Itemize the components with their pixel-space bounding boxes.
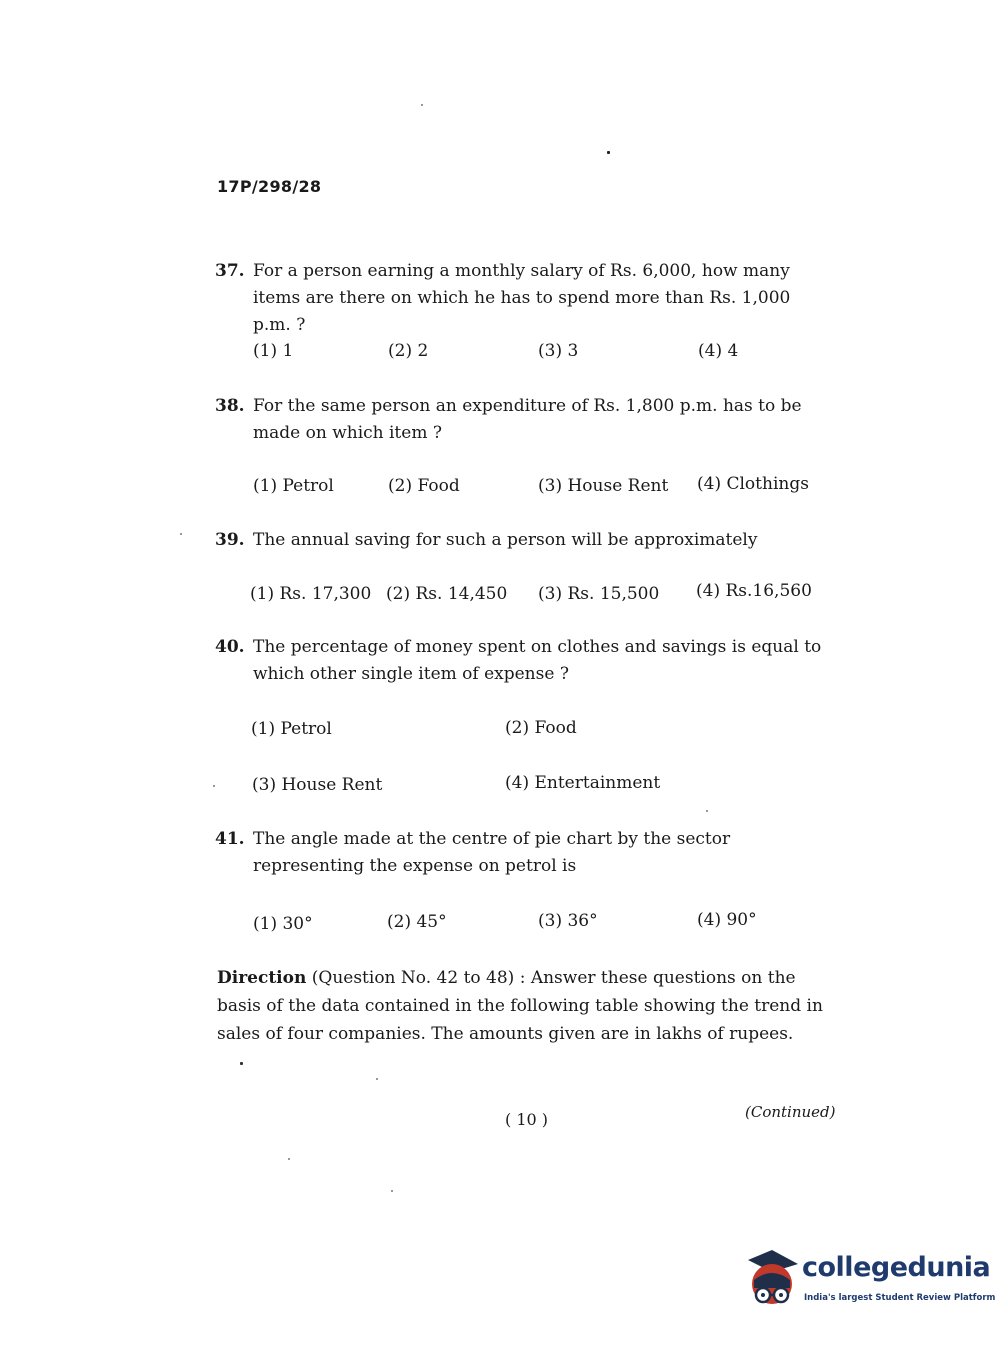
- brand-tagline: India's largest Student Review Platform: [804, 1293, 996, 1303]
- scan-speck: [240, 1062, 243, 1065]
- option-3: (3) House Rent: [252, 775, 383, 795]
- option-2: (2) Rs. 14,450: [386, 584, 508, 604]
- question-38: [215, 393, 830, 447]
- option-2: (2) Food: [388, 476, 460, 496]
- question-37: [215, 258, 830, 339]
- direction-label: Direction: [217, 968, 307, 988]
- scan-speck: [376, 1078, 378, 1080]
- scan-speck: [213, 785, 215, 787]
- question-number: 37.: [215, 261, 245, 281]
- scan-speck: [180, 533, 182, 535]
- collegedunia-logo: [742, 1250, 996, 1320]
- option-2: (2) 45°: [387, 912, 447, 932]
- option-1: (1) 30°: [253, 914, 313, 934]
- option-4: (4) Clothings: [697, 474, 809, 494]
- brand-name: collegedunia: [802, 1252, 991, 1283]
- scan-speck: [607, 151, 610, 154]
- question-text: For a person earning a monthly salary of Rs. 6,000, how many items are there on which he has to spend more than Rs. 1,000 p.m. ?: [253, 261, 791, 335]
- page-number: ( 10 ): [505, 1110, 549, 1129]
- option-3: (3) 3: [538, 341, 579, 361]
- question-41: [215, 826, 830, 880]
- option-1: (1) Petrol: [251, 719, 332, 739]
- option-1: (1) Petrol: [253, 476, 334, 496]
- question-39: [215, 527, 830, 554]
- question-number: 38.: [215, 396, 245, 416]
- mascot-icon: [742, 1250, 800, 1312]
- question-text: For the same person an expenditure of Rs. 1,800 p.m. has to be made on which item ?: [253, 396, 802, 443]
- question-40: [215, 634, 830, 688]
- scan-speck: [391, 1190, 393, 1192]
- option-3: (3) House Rent: [538, 476, 669, 496]
- question-text: The annual saving for such a person will be approximately: [253, 530, 758, 550]
- question-number: 39.: [215, 530, 245, 550]
- option-1: (1) Rs. 17,300: [250, 584, 372, 604]
- scan-speck: [288, 1158, 290, 1160]
- question-number: 41.: [215, 829, 245, 849]
- question-text: The angle made at the centre of pie chart by the sector representing the expense on petrol is: [253, 829, 731, 876]
- question-number: 40.: [215, 637, 245, 657]
- option-2: (2) Food: [505, 718, 577, 738]
- option-4: (4) 4: [698, 341, 739, 361]
- direction-block: [217, 964, 829, 1048]
- option-1: (1) 1: [253, 341, 294, 361]
- paper-code: 17P/298/28: [217, 177, 322, 196]
- continued-label: (Continued): [745, 1103, 836, 1121]
- question-text: The percentage of money spent on clothes and savings is equal to which other single item of expense ?: [253, 637, 822, 684]
- option-4: (4) Rs.16,560: [696, 581, 812, 601]
- direction-text: (Question No. 42 to 48) : Answer these questions on the basis of the data contained in the following table showing the trend in sales of four companies. The amounts given are in lakhs of rupees.: [217, 968, 823, 1044]
- scan-speck: [421, 104, 423, 106]
- option-4: (4) Entertainment: [505, 773, 661, 793]
- option-4: (4) 90°: [697, 910, 757, 930]
- scan-speck: [706, 810, 708, 812]
- option-3: (3) Rs. 15,500: [538, 584, 660, 604]
- option-3: (3) 36°: [538, 911, 598, 931]
- option-2: (2) 2: [388, 341, 429, 361]
